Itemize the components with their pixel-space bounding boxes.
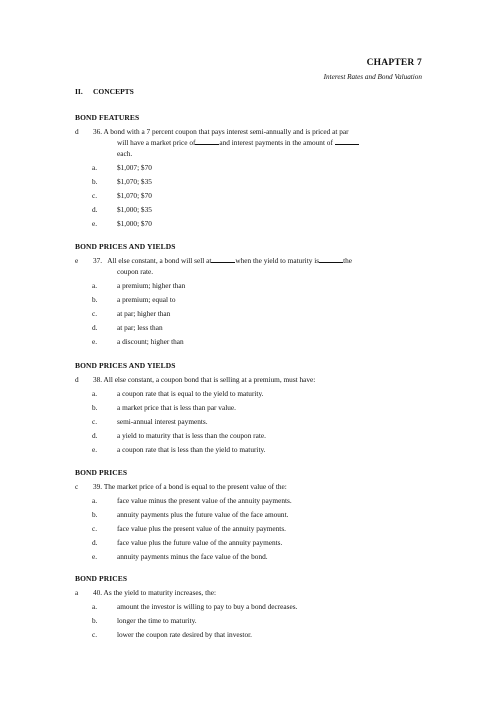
option xyxy=(92,523,286,534)
question-38 xyxy=(75,374,315,385)
option xyxy=(92,495,292,506)
option xyxy=(92,615,197,626)
question-text: All else constant, a bond will sell at xyxy=(107,256,212,265)
question-40 xyxy=(75,587,216,598)
chapter-title: CHAPTER 7 xyxy=(366,58,422,68)
option-text: $1,070; $35 xyxy=(117,177,152,186)
option-text: a market price that is less than par value. xyxy=(117,403,236,412)
answer-blank xyxy=(319,255,343,263)
option-text: annuity payments plus the future value of the face amount. xyxy=(117,510,289,519)
option-text: $1,000; $70 xyxy=(117,219,152,228)
option xyxy=(92,509,288,520)
chapter-subtitle: Interest Rates and Bond Valuation xyxy=(323,73,422,81)
answer-key: a xyxy=(75,588,79,597)
answer-blank xyxy=(335,137,359,145)
question-text: The market price of a bond is equal to the present value of the: xyxy=(103,482,287,491)
topic-heading: BOND PRICES AND YIELDS xyxy=(75,242,176,251)
option-text: lower the coupon rate desired by that investor. xyxy=(117,630,252,639)
option-letter: a. xyxy=(92,163,98,172)
question-36 xyxy=(75,126,349,137)
option-text: longer the time to maturity. xyxy=(117,616,197,625)
option-text: at par; less than xyxy=(117,323,163,332)
option xyxy=(92,537,282,548)
option-text: a yield to maturity that is less than the coupon rate. xyxy=(117,431,266,440)
question-number: 37. xyxy=(93,256,103,265)
answer-key: c xyxy=(75,482,79,491)
question-text: when the yield to maturity is xyxy=(235,256,320,265)
option-letter: d. xyxy=(92,538,98,547)
option xyxy=(92,388,263,399)
section-number: II. xyxy=(75,87,83,96)
option xyxy=(92,444,265,455)
option xyxy=(92,416,208,427)
answer-key: d xyxy=(75,375,79,384)
option xyxy=(92,294,176,305)
option-letter: c. xyxy=(92,630,98,639)
option-text: face value plus the present value of the annuity payments. xyxy=(117,524,286,533)
question-text: will have a market price of xyxy=(117,138,196,147)
option xyxy=(92,162,152,173)
option-text: a coupon rate that is less than the yield to maturity. xyxy=(117,445,266,454)
question-text: As the yield to maturity increases, the: xyxy=(103,588,217,597)
question-number: 38. xyxy=(93,375,103,384)
question-number: 39. xyxy=(93,482,103,491)
option-letter: c. xyxy=(92,309,98,318)
option xyxy=(92,336,184,347)
question-text: All else constant, a coupon bond that is selling at a premium, must have: xyxy=(103,375,316,384)
option-letter: b. xyxy=(92,616,98,625)
option-text: $1,070; $70 xyxy=(117,191,152,200)
option-letter: a. xyxy=(92,389,98,398)
option-text: semi-annual interest payments. xyxy=(117,417,208,426)
option xyxy=(92,190,152,201)
option-text: face value minus the present value of the annuity payments. xyxy=(117,496,292,505)
question-37 xyxy=(75,255,352,266)
option xyxy=(92,280,185,291)
question-number: 40. xyxy=(93,588,103,597)
question-number: 36. xyxy=(93,127,103,136)
question-text: and interest payments in the amount of xyxy=(219,138,333,147)
option-letter: c. xyxy=(92,417,98,426)
option-text: face value plus the future value of the annuity payments. xyxy=(117,538,283,547)
option xyxy=(92,204,152,215)
topic-heading: BOND PRICES xyxy=(75,574,128,583)
option-letter: e. xyxy=(92,337,98,346)
topic-heading: BOND FEATURES xyxy=(75,113,140,122)
option-text: at par; higher than xyxy=(117,309,171,318)
question-text: the xyxy=(343,256,352,265)
answer-key: d xyxy=(75,127,79,136)
question-text: A bond with a 7 percent coupon that pays interest semi-annually and is priced at par xyxy=(103,127,349,136)
option xyxy=(92,430,266,441)
option-letter: a. xyxy=(92,496,98,505)
option xyxy=(92,601,297,612)
option-text: $1,007; $70 xyxy=(117,163,152,172)
option-letter: e. xyxy=(92,552,98,561)
topic-heading: BOND PRICES xyxy=(75,468,128,477)
option xyxy=(92,551,268,562)
option-letter: e. xyxy=(92,445,98,454)
option-letter: c. xyxy=(92,524,98,533)
option-letter: b. xyxy=(92,510,98,519)
option xyxy=(92,402,236,413)
option-text: a premium; higher than xyxy=(117,281,186,290)
topic-heading: BOND PRICES AND YIELDS xyxy=(75,361,176,370)
option-letter: b. xyxy=(92,403,98,412)
answer-key: e xyxy=(75,256,79,265)
option-letter: b. xyxy=(92,177,98,186)
section-heading xyxy=(75,86,134,97)
option-letter: d. xyxy=(92,431,98,440)
option xyxy=(92,322,163,333)
question-39 xyxy=(75,481,287,492)
option xyxy=(92,629,252,640)
option-text: amount the investor is willing to pay to buy a bond decreases. xyxy=(117,602,298,611)
option-text: a premium; equal to xyxy=(117,295,176,304)
option-letter: d. xyxy=(92,205,98,214)
question-text-cont xyxy=(117,137,359,148)
option-letter: a. xyxy=(92,281,98,290)
option-letter: d. xyxy=(92,323,98,332)
question-text-cont: coupon rate. xyxy=(117,267,154,276)
option xyxy=(92,176,152,187)
option-letter: a. xyxy=(92,602,98,611)
option xyxy=(92,218,152,229)
section-title: CONCEPTS xyxy=(93,87,134,96)
option-text: $1,000; $35 xyxy=(117,205,152,214)
option-text: a discount; higher than xyxy=(117,337,184,346)
option-text: a coupon rate that is equal to the yield to maturity. xyxy=(117,389,264,398)
question-text-cont: each. xyxy=(117,149,133,158)
answer-blank xyxy=(195,137,219,145)
option-letter: b. xyxy=(92,295,98,304)
option xyxy=(92,308,170,319)
answer-blank xyxy=(211,255,235,263)
option-letter: e. xyxy=(92,219,98,228)
option-text: annuity payments minus the face value of the bond. xyxy=(117,552,268,561)
option-letter: c. xyxy=(92,191,98,200)
